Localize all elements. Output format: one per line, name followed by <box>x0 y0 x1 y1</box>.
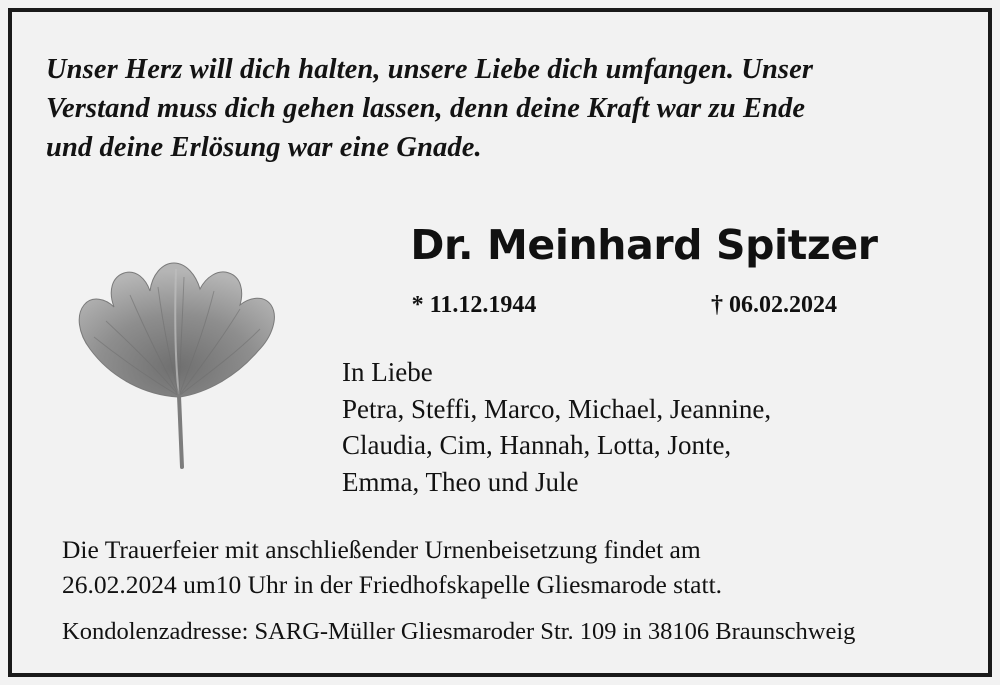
death-date: † 06.02.2024 <box>711 292 837 318</box>
ceremony-line-2: 26.02.2024 um10 Uhr in der Friedhofskapelle Gliesmarode statt. <box>62 570 723 599</box>
ceremony-line-1: Die Trauerfeier mit anschließender Urnenbeisetzung findet am <box>62 535 701 564</box>
family-line-3: Claudia, Cim, Hannah, Lotta, Jonte, <box>342 430 732 460</box>
verse-line-3: und deine Erlösung war eine Gnade. <box>46 132 482 163</box>
notice-content <box>24 24 976 661</box>
life-dates <box>324 290 944 320</box>
family-names <box>342 354 962 500</box>
deceased-name: Dr. Meinhard Spitzer <box>410 221 878 269</box>
verse-line-1: Unser Herz will dich halten, unsere Liebe dich umfangen. Unser <box>46 54 814 85</box>
family-line-1: In Liebe <box>342 357 433 387</box>
family-line-4: Emma, Theo und Jule <box>342 466 579 497</box>
birth-date: * 11.12.1944 <box>411 292 537 318</box>
memorial-verse <box>46 50 961 167</box>
condolence-line-1: Kondolenzadresse: SARG-Müller Gliesmaroder Str. 109 in 38106 Braunschweig <box>62 618 856 645</box>
ceremony-details <box>62 532 967 602</box>
ginkgo-leaf-icon <box>54 229 304 479</box>
family-line-2: Petra, Steffi, Marco, Michael, Jeannine, <box>342 393 772 424</box>
condolence-address <box>62 616 992 648</box>
notice-border <box>8 8 992 677</box>
verse-line-2: Verstand muss dich gehen lassen, denn deine Kraft war zu Ende <box>46 93 806 124</box>
